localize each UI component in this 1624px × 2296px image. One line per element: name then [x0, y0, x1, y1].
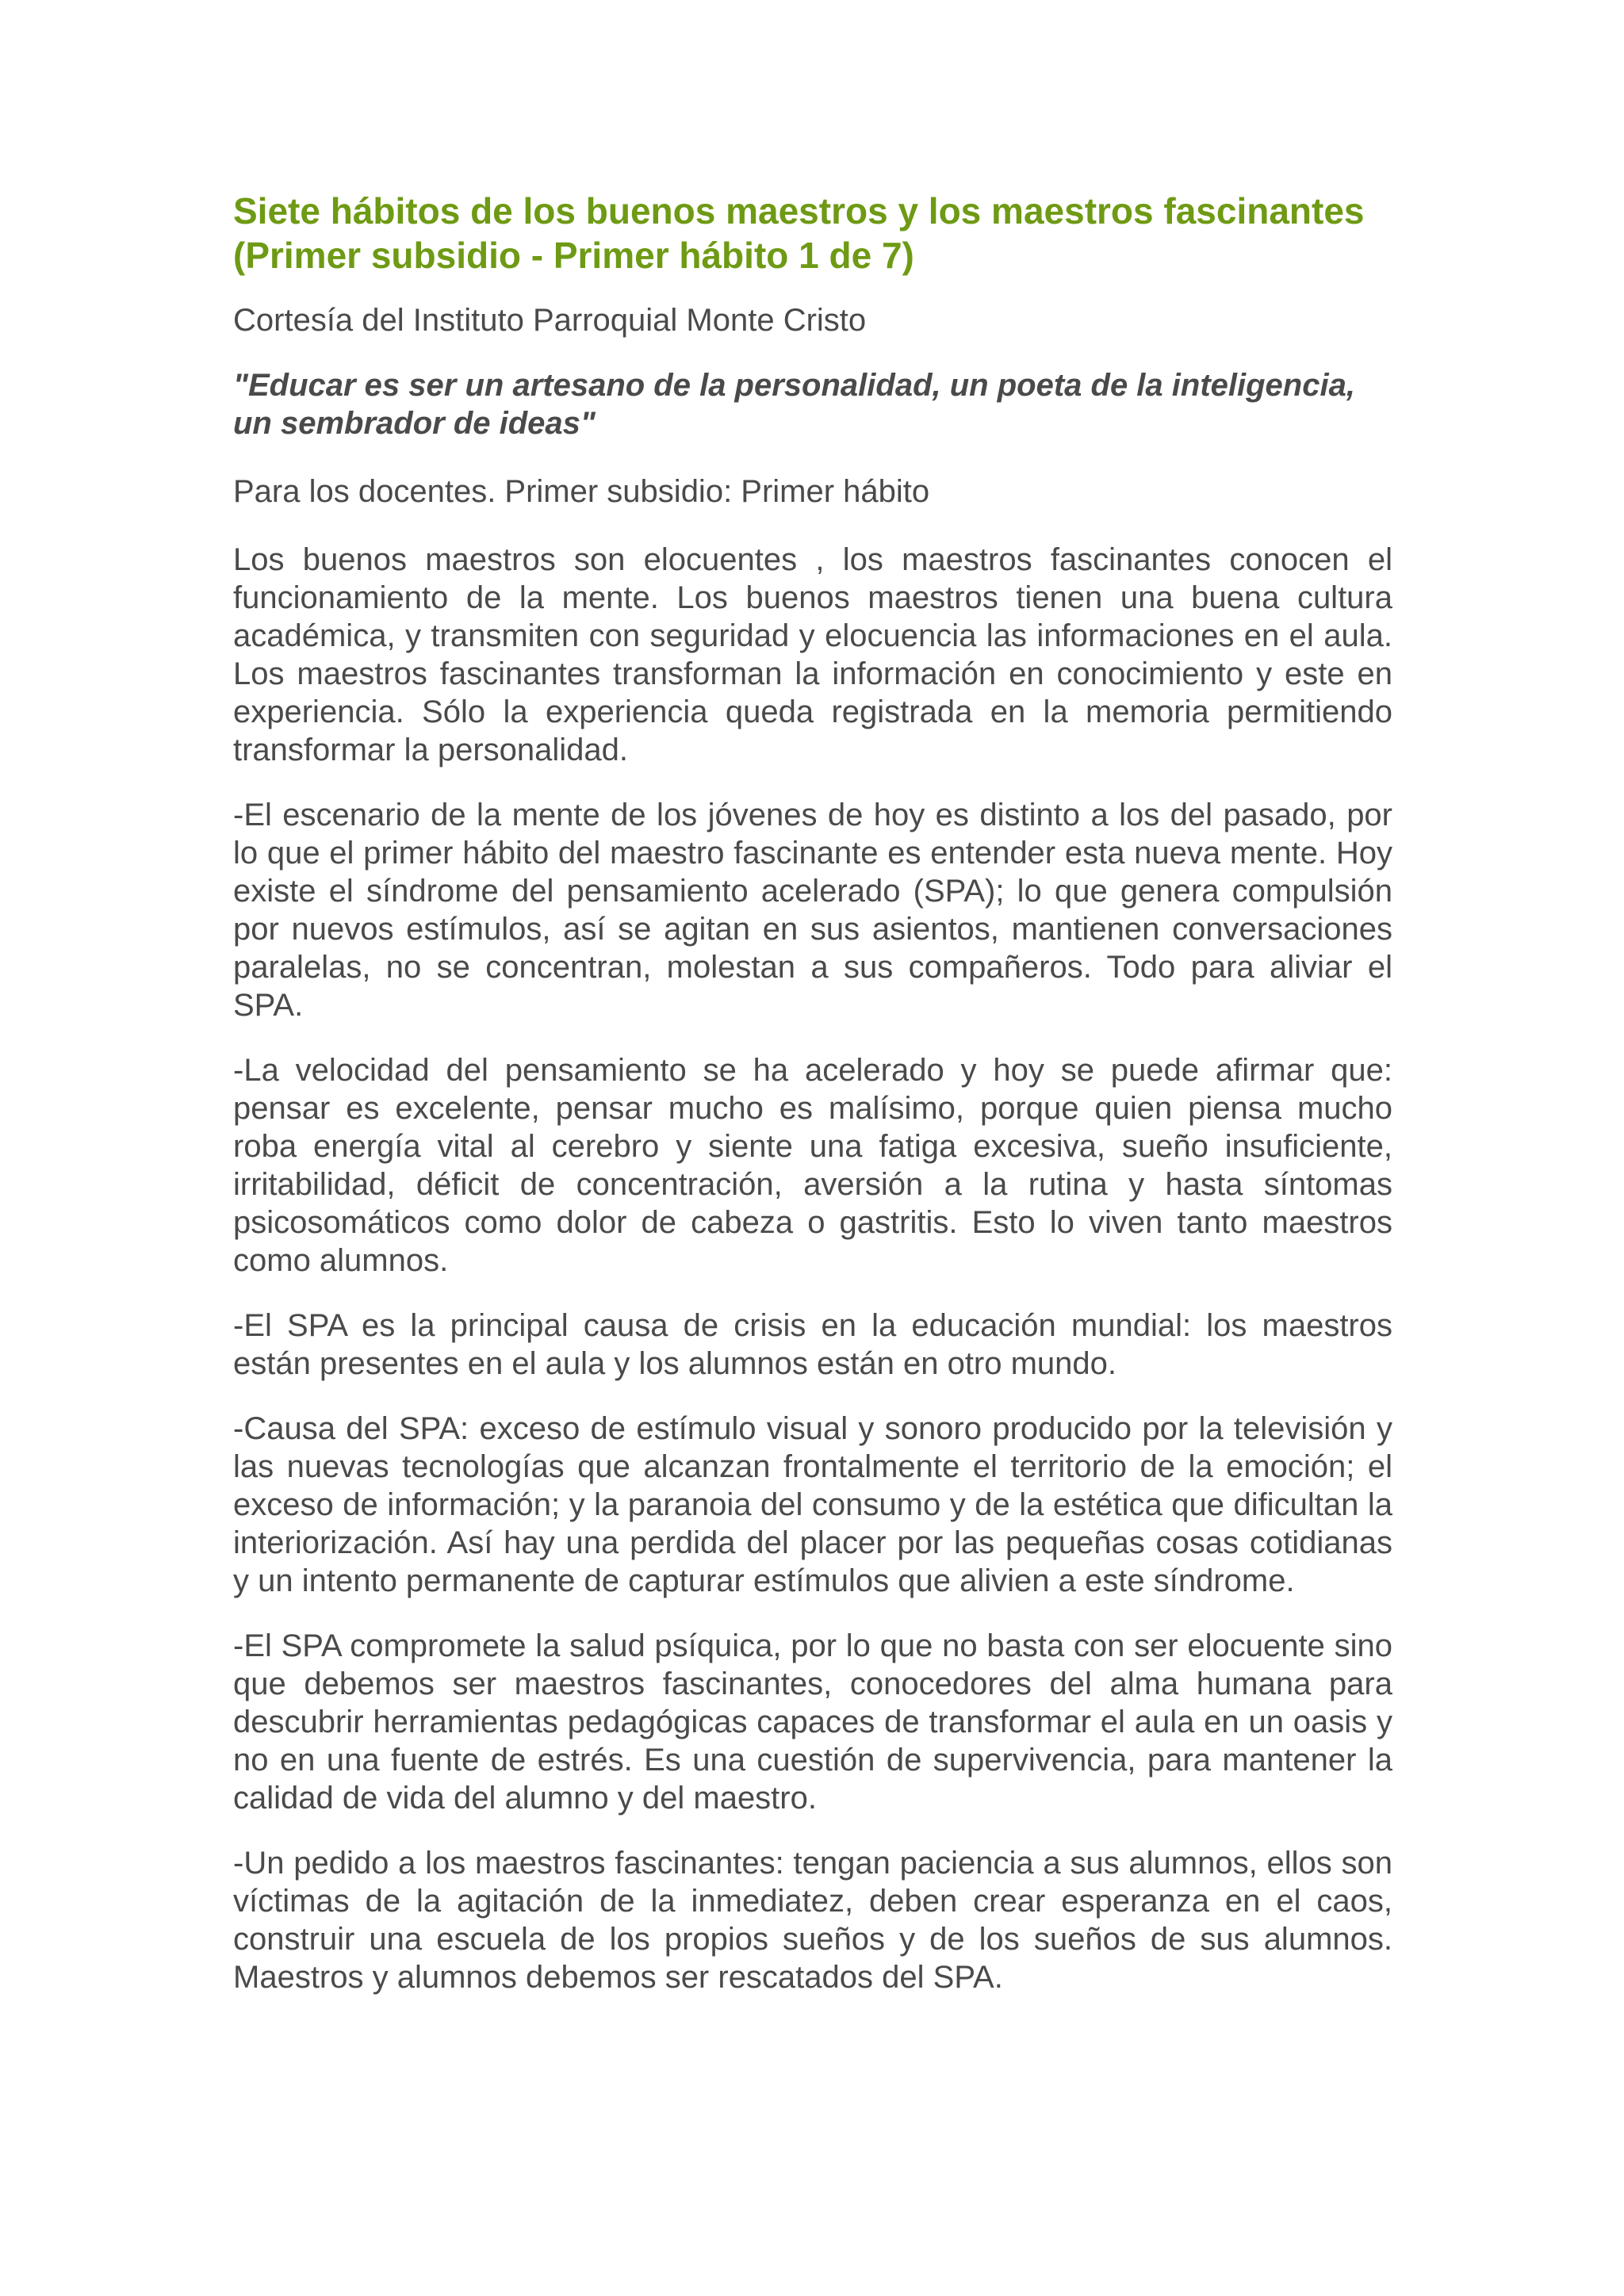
document-page — [233, 189, 1392, 2023]
quote-line-1: "Educar es ser un artesano de la personalidad, un poeta de la inteligencia, — [233, 368, 1355, 403]
intro-line: Para los docentes. Primer subsidio: Primer hábito — [233, 474, 930, 509]
body-paragraph-1: Los buenos maestros son elocuentes , los maestros fascinantes conocen el funcionamiento de la mente. Los buenos maestros tienen una buena cultura académica, y transmiten con seguridad y elocuencia las informaciones en el aula. Los maestros fascinantes transforman la información en conocimiento y este en experiencia. Sólo la experiencia queda registrada en la memoria permitiendo transformar la personalidad. — [233, 542, 1392, 767]
title-line-1: Siete hábitos de los buenos maestros y los maestros fascinantes — [233, 190, 1365, 232]
quote-line-2: un sembrador de ideas" — [233, 406, 596, 441]
title-line-2: (Primer subsidio - Primer hábito 1 de 7) — [233, 235, 914, 276]
body-paragraph-2: -El escenario de la mente de los jóvenes de hoy es distinto a los del pasado, por lo que el primer hábito del maestro fascinante es entender esta nueva mente. Hoy existe el síndrome del pensamiento acelerado (SPA); lo que genera compulsión por nuevos estímulos, así se agitan en sus asientos, mantienen conversaciones paralelas, no se concentran, molestan a sus compañeros. Todo para aliviar el SPA. — [233, 798, 1392, 1023]
body-paragraph-4: -El SPA es la principal causa de crisis en la educación mundial: los maestros están presentes en el aula y los alumnos están en otro mundo. — [233, 1308, 1392, 1381]
courtesy-line: Cortesía del Instituto Parroquial Monte Cristo — [233, 303, 867, 338]
body-paragraph-6: -El SPA compromete la salud psíquica, por lo que no basta con ser elocuente sino que debemos ser maestros fascinantes, conocedores del alma humana para descubrir herramientas pedagógicas capaces de transformar el aula en un oasis y no en una fuente de estrés. Es una cuestión de supervivencia, para mantener la calidad de vida del alumno y del maestro. — [233, 1628, 1392, 1816]
body-paragraph-3: -La velocidad del pensamiento se ha acelerado y hoy se puede afirmar que: pensar es excelente, pensar mucho es malísimo, porque quien piensa mucho roba energía vital al cerebro y siente una fatiga excesiva, sueño insuficiente, irritabilidad, déficit de concentración, aversión a la rutina y hasta síntomas psicosomáticos como dolor de cabeza o gastritis. Esto lo viven tanto maestros como alumnos. — [233, 1053, 1392, 1278]
epigraph-quote — [233, 366, 1392, 442]
body-paragraph-5: -Causa del SPA: exceso de estímulo visual y sonoro producido por la televisión y las nuevas tecnologías que alcanzan frontalmente el territorio de la emoción; el exceso de información; y la paranoia del consumo y de la estética que dificultan la interiorización. Así hay una perdida del placer por las pequeñas cosas cotidianas y un intento permanente de capturar estímulos que alivien a este síndrome. — [233, 1411, 1392, 1598]
body-paragraph-7: -Un pedido a los maestros fascinantes: tengan paciencia a sus alumnos, ellos son víctimas de la agitación de la inmediatez, deben crear esperanza en el caos, construir una escuela de los propios sueños y de los sueños de sus alumnos. Maestros y alumnos debemos ser rescatados del SPA. — [233, 1846, 1392, 1995]
document-title — [233, 189, 1392, 277]
